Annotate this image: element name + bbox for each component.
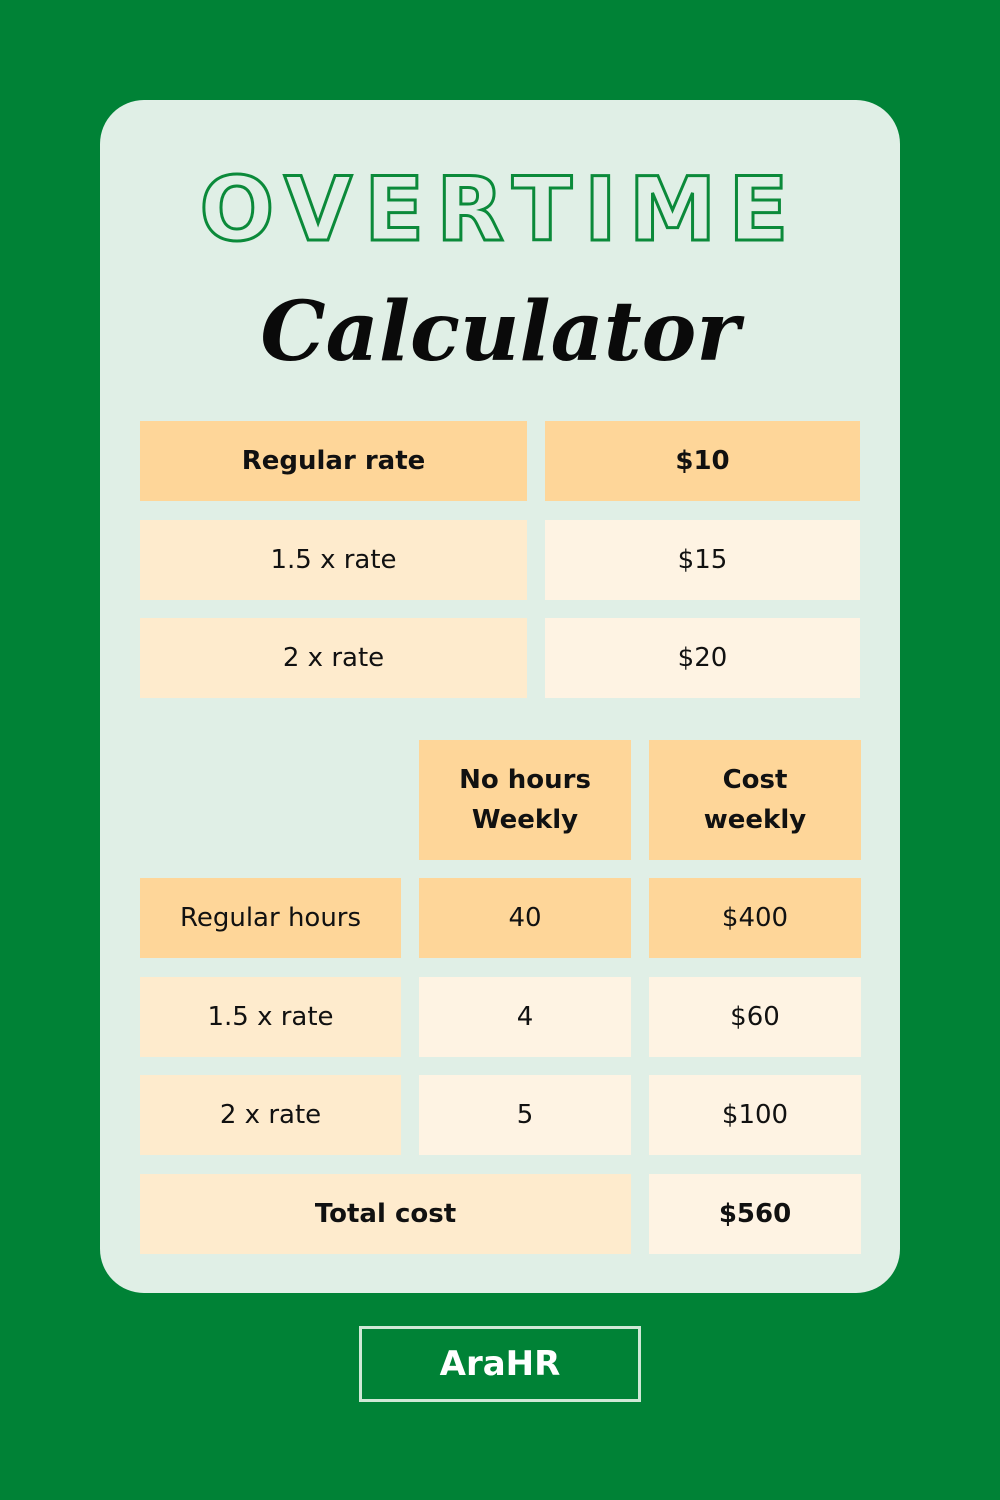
weekly-cost-regular: $400 [649,878,861,958]
weekly-cost-1-5x: $60 [649,977,861,1057]
weekly-label-regular: Regular hours [140,878,401,958]
rate-value-regular: $10 [545,421,860,501]
header-cost-weekly: Cost weekly [649,740,861,860]
rate-label-1-5x: 1.5 x rate [140,520,527,600]
total-cost-label: Total cost [140,1174,631,1254]
weekly-cost-2x: $100 [649,1075,861,1155]
weekly-label-1-5x: 1.5 x rate [140,977,401,1057]
weekly-hours-1-5x: 4 [419,977,631,1057]
header-hours-weekly: No hours Weekly [419,740,631,860]
rate-label-regular: Regular rate [140,421,527,501]
weekly-hours-regular: 40 [419,878,631,958]
weekly-hours-2x: 5 [419,1075,631,1155]
rate-label-2x: 2 x rate [140,618,527,698]
rate-value-1-5x: $15 [545,520,860,600]
brand-logo: AraHR [359,1326,641,1402]
total-cost-value: $560 [649,1174,861,1254]
weekly-label-2x: 2 x rate [140,1075,401,1155]
rate-value-2x: $20 [545,618,860,698]
title-overtime: OVERTIME [199,158,801,261]
title-calculator: Calculator [260,284,740,380]
